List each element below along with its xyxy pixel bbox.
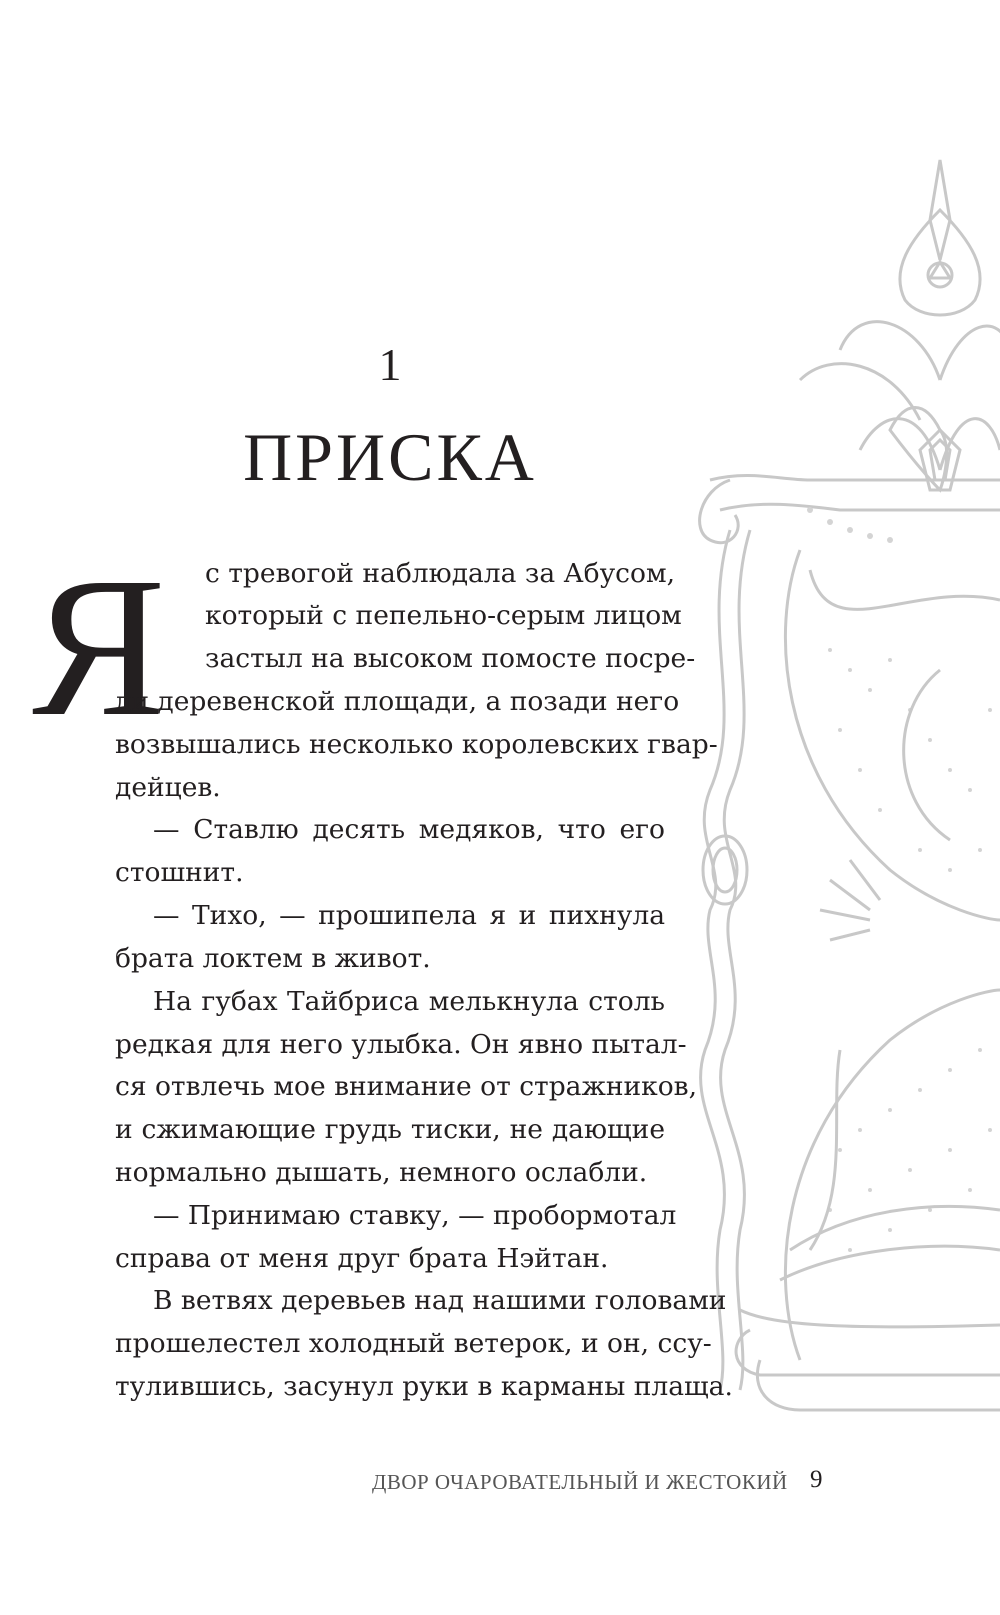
text-line: — Ставлю десять медяков, что его <box>153 814 665 845</box>
chapter-title: ПРИСКА <box>243 419 537 495</box>
text-line: тулившись, засунул руки в карманы плаща. <box>115 1371 733 1402</box>
page-number: 9 <box>810 1466 823 1493</box>
text-line: На губах Тайбриса мелькнула столь <box>153 986 665 1017</box>
drop-cap: Я <box>32 537 166 758</box>
text-line: возвышались несколько королевских гвар- <box>115 729 718 760</box>
text-line: редкая для него улыбка. Он явно пытал- <box>115 1029 687 1060</box>
chapter-number: 1 <box>378 339 402 390</box>
text-line: ди деревенской площади, а позади него <box>115 686 680 717</box>
text-line: брата локтем в живот. <box>115 943 431 974</box>
text-line: который с пепельно-серым лицом <box>205 600 682 631</box>
text-line: — Тихо, — прошипела я и пихнула <box>153 900 665 931</box>
running-footer-title: ДВОР ОЧАРОВАТЕЛЬНЫЙ И ЖЕСТОКИЙ <box>372 1470 788 1494</box>
text-line: и сжимающие грудь тиски, не дающие <box>115 1114 665 1145</box>
text-line: стошнит. <box>115 857 244 888</box>
text-line: с тревогой наблюдала за Абусом, <box>205 558 675 589</box>
text-line: застыл на высоком помосте посре- <box>205 643 696 674</box>
text-line: В ветвях деревьев над нашими головами <box>153 1285 727 1316</box>
text-line: — Принимаю ставку, — пробормотал <box>153 1200 677 1231</box>
text-line: дейцев. <box>115 772 221 803</box>
text-line: справа от меня друг брата Нэйтан. <box>115 1243 609 1274</box>
text-line: нормально дышать, немного ослабли. <box>115 1157 648 1188</box>
text-line: прошелестел холодный ветерок, и он, ссу- <box>115 1328 712 1359</box>
text-line: ся отвлечь мое внимание от стражников, <box>115 1071 698 1102</box>
